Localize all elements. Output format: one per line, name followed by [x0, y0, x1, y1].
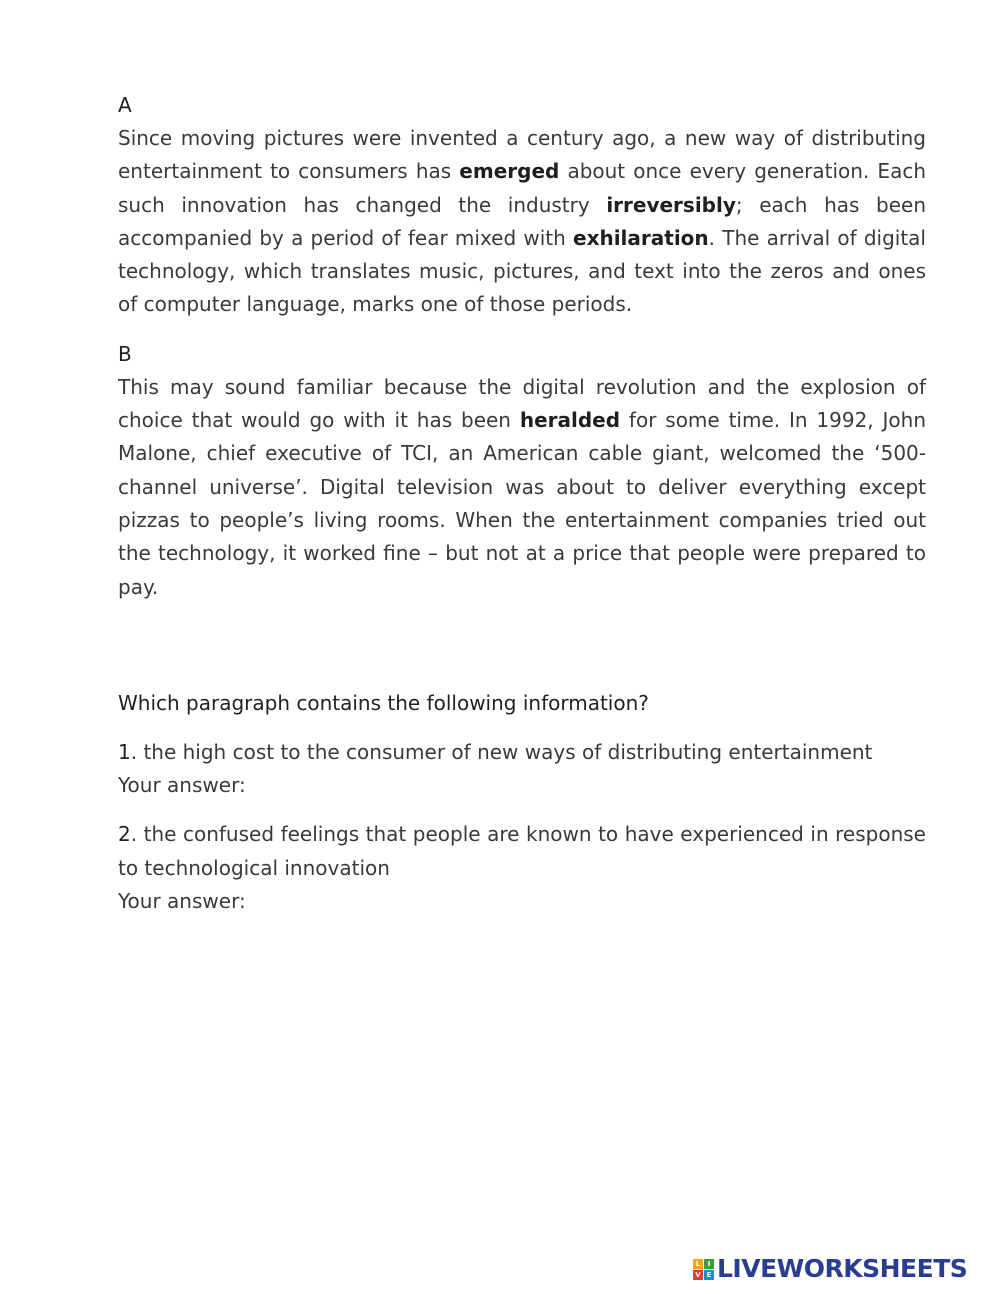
question-2-text [118, 818, 926, 885]
section-b-letter: B [118, 341, 132, 366]
answer-label: Your answer: [118, 889, 246, 914]
text-segment: This may sound familiar because the digital revolution and the explosion of choice that would go with it has been [118, 374, 926, 433]
answer-label: Your answer: [118, 773, 246, 798]
keyword-heralded: heralded [519, 408, 621, 433]
section-b [118, 338, 926, 604]
question-1-prompt: . the high cost to the consumer of new ways of distributing entertainment [130, 739, 873, 764]
text-segment: Since moving pictures were invented a century ago, a new way of distributing entertainment to consumers has [118, 126, 926, 184]
question-1-answer-row [118, 769, 926, 802]
logo-mark-cell: V [693, 1270, 703, 1280]
section-b-paragraph [118, 371, 926, 604]
worksheet-page [118, 89, 926, 918]
question-2-answer-row [118, 885, 926, 918]
logo-mark-cell: L [693, 1259, 703, 1269]
keyword-emerged: emerged [459, 159, 560, 184]
text-segment: . The arrival of digital technology, which translates music, pictures, and text into the zeros and ones of computer language, marks one of those periods. [118, 225, 926, 317]
keyword-exhilaration: exhilaration [573, 225, 709, 250]
keyword-irreversibly: irreversibly [606, 192, 736, 217]
question-1 [118, 736, 926, 803]
question-1-answer-input[interactable] [252, 775, 253, 797]
logo-mark-cell: E [704, 1270, 714, 1280]
question-1-text [118, 736, 926, 769]
question-2-prompt: . the confused feelings that people are known to have experienced in response to technological innovation [118, 822, 926, 880]
questions-heading: Which paragraph contains the following information? [118, 690, 649, 715]
question-2-number: 2 [118, 822, 131, 847]
section-a [118, 89, 926, 322]
section-a-paragraph [118, 122, 926, 322]
logo-mark-cell: I [704, 1259, 714, 1269]
logo-text: LIVEWORKSHEETS [717, 1254, 968, 1283]
text-segment: for some time. In 1992, John Malone, chief executive of TCI, an American cable giant, welcomed the ‘500-channel universe’. Digital television was about to deliver everything except pizzas to people’s living rooms. When the entertainment companies tried out the technology, it worked fine – but not at a price that people were prepared to pay. [118, 408, 926, 599]
text-segment: ; each has been accompanied by a period of fear mixed with [118, 192, 927, 250]
logo-mark-icon [693, 1259, 714, 1280]
question-2 [118, 818, 926, 918]
text-segment: about once every generation. Each such innovation has changed the industry [118, 159, 926, 217]
question-1-number: 1 [118, 739, 131, 764]
question-2-answer-input[interactable] [252, 891, 253, 913]
liveworksheets-logo [693, 1254, 967, 1284]
section-a-letter: A [118, 93, 132, 117]
